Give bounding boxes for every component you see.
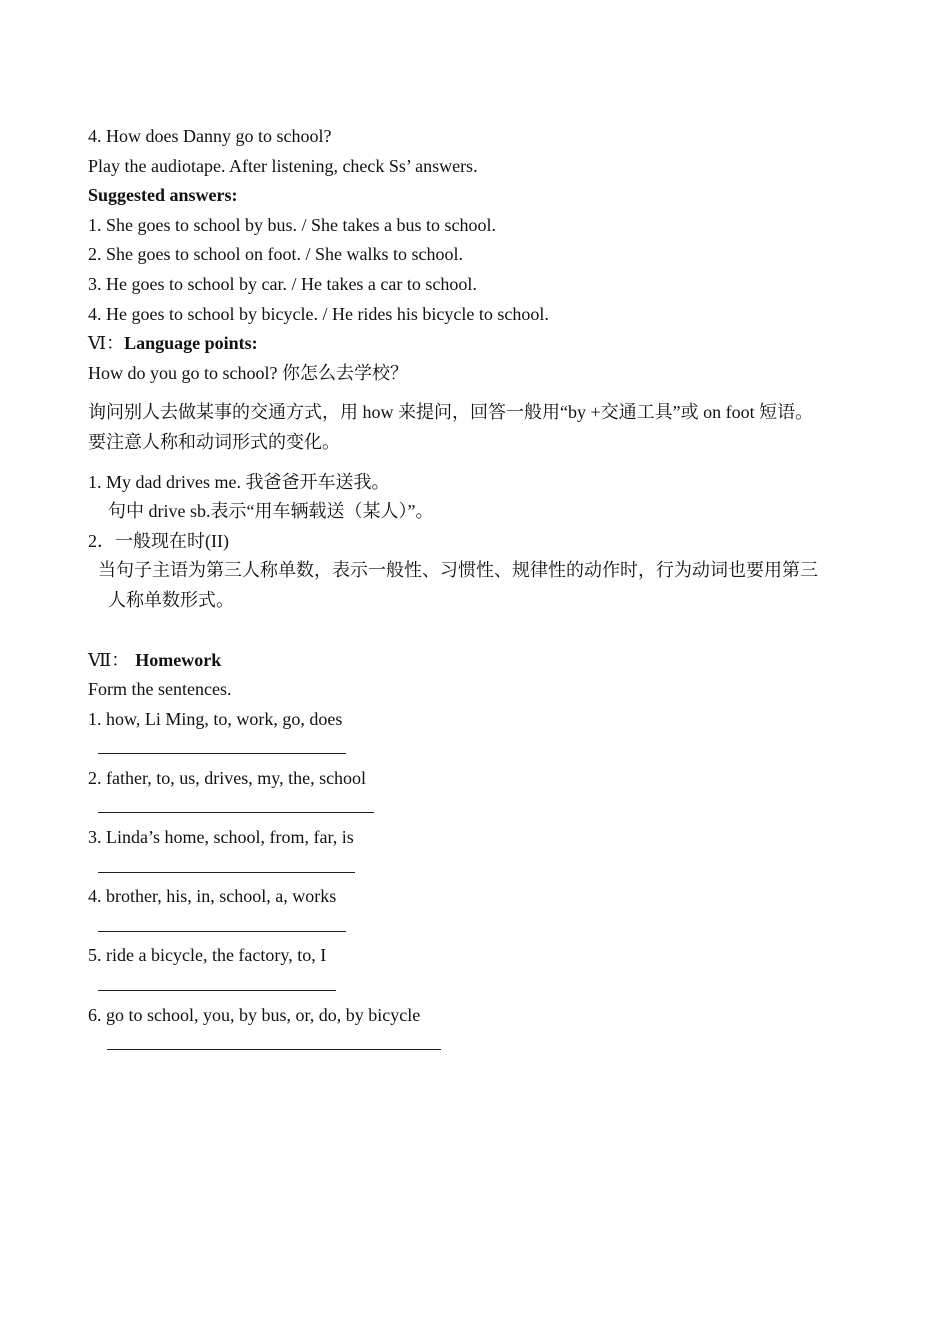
homework-instruction: Form the sentences. [88,679,232,700]
suggested-answers-heading: Suggested answers: [88,185,238,206]
homework-heading [88,646,888,676]
explanation-line-1: 询问别人去做某事的交通方式，用 how 来提问，回答一般用“by +交通工具”或 on foot 短语。 [88,402,814,423]
homework-title: Homework [135,649,222,670]
answer-blank-2[interactable] [88,793,888,823]
homework-item-3: 3. Linda’s home, school, from, far, is [88,827,354,848]
point-2: 2．一般现在时(II) [88,530,229,551]
explanation-line-2: 要注意人称和动词形式的变化。 [88,431,340,452]
answer-4: 4. He goes to school by bicycle. / He rides his bicycle to school. [88,303,549,324]
homework-item-1: 1. how, Li Ming, to, work, go, does [88,708,343,729]
answer-3: 3. He goes to school by car. / He takes a car to school. [88,273,477,294]
explanation-paragraph [88,398,883,457]
answer-blank-5[interactable] [88,971,888,1001]
section-numeral: Ⅵ： [88,333,125,354]
language-points-heading [88,329,888,359]
point-2-note [88,556,878,615]
homework-item-5: 5. ride a bicycle, the factory, to, I [88,945,327,966]
answer-blank-4[interactable] [88,912,888,942]
point-1-note: 句中 drive sb.表示“用车辆载送（某人）”。 [108,501,434,522]
document-page [88,122,888,1060]
homework-item-2: 2. father, to, us, drives, my, the, school [88,767,367,788]
point-2-note-line-1: 当句子主语为第三人称单数，表示一般性、习惯性、规律性的动作时，行为动词也要用第三 [98,560,818,581]
homework-item-4: 4. brother, his, in, school, a, works [88,886,337,907]
homework-item-6: 6. go to school, you, by bus, or, do, by bicycle [88,1004,421,1025]
question-4: 4. How does Danny go to school? [88,126,332,146]
key-question: How do you go to school? 你怎么去学校？ [88,362,408,383]
answer-blank-6[interactable] [88,1030,888,1060]
point-1: 1. My dad drives me. 我爸爸开车送我。 [88,471,390,492]
answer-blank-3[interactable] [88,853,888,883]
answer-1: 1. She goes to school by bus. / She takes a bus to school. [88,214,496,235]
section-gap [88,616,888,646]
homework-numeral: Ⅶ： [88,649,130,670]
instruction-line: Play the audiotape. After listening, check Ss’ answers. [88,155,478,176]
point-2-note-line-2: 人称单数形式。 [108,589,234,610]
answer-blank-1[interactable] [88,734,888,764]
answer-2: 2. She goes to school on foot. / She walks to school. [88,244,463,265]
section-title: Language points: [124,333,258,354]
